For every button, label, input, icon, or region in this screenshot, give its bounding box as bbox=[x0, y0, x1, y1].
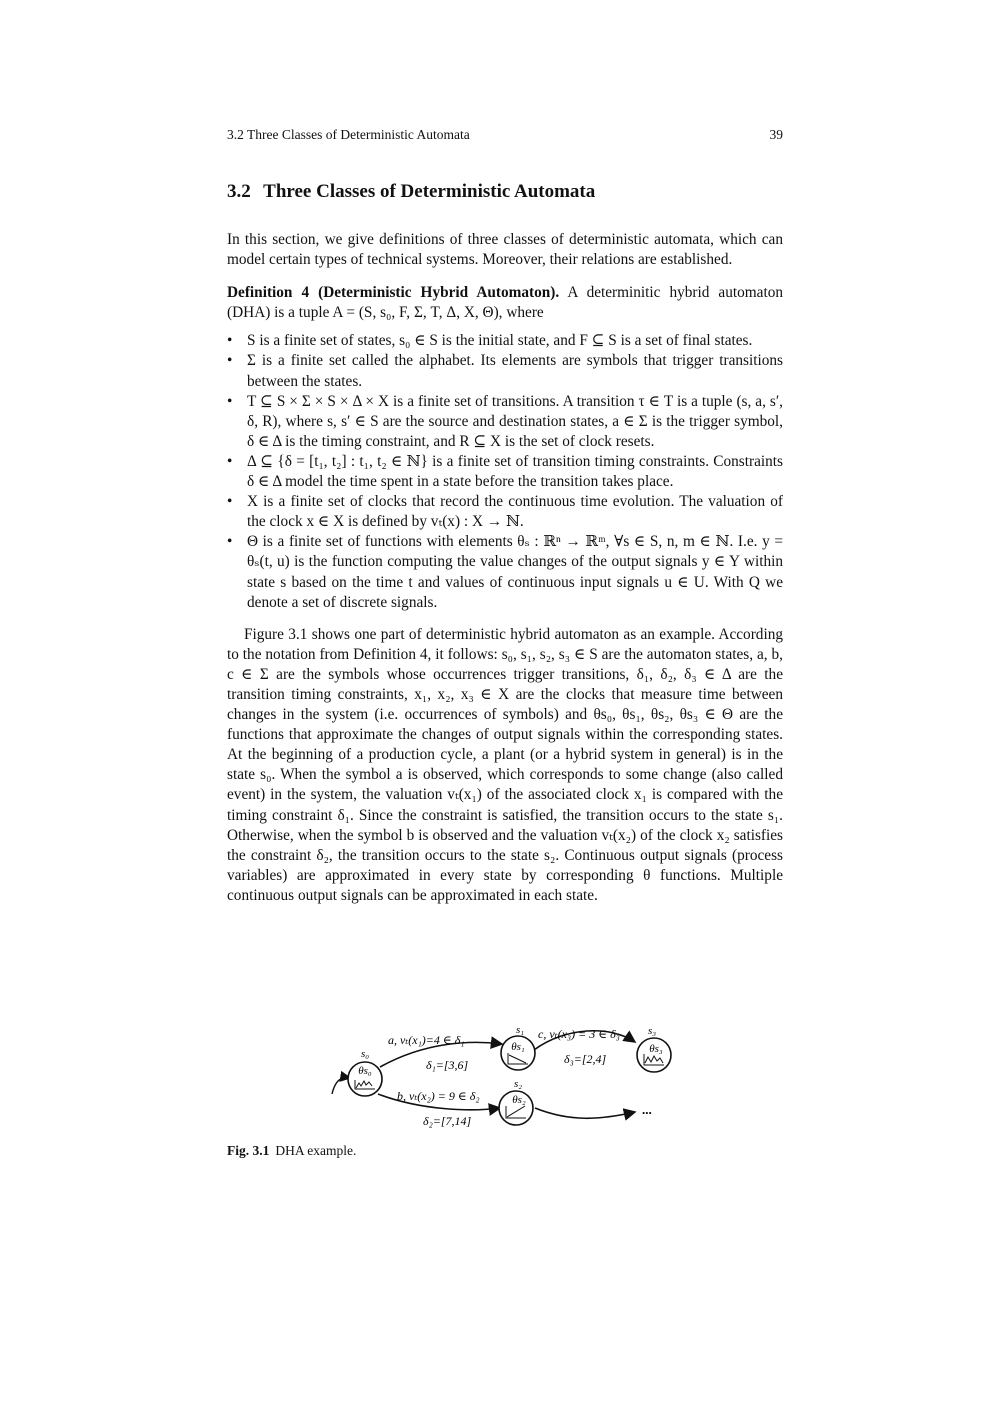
page-number: 39 bbox=[769, 127, 783, 142]
state-s0-name: s₀ bbox=[360, 1048, 370, 1060]
list-item: • S is a finite set of states, s₀ ∈ S is the initial state, and F ⊆ S is a set of final states. bbox=[227, 331, 783, 351]
state-s0 bbox=[348, 1048, 382, 1096]
state-s3-label: θs₃ bbox=[649, 1043, 663, 1055]
definition-text: A determinitic hybrid automaton (DHA) is a tuple A = (S, s₀, F, Σ, T, Δ, X, Θ), where bbox=[227, 284, 784, 322]
edge-continue bbox=[535, 1108, 635, 1118]
definition bbox=[227, 283, 783, 323]
state-s2 bbox=[499, 1078, 533, 1125]
edge-a-constraint: δ₁=[3,6] bbox=[426, 1058, 469, 1072]
list-item: • X is a finite set of clocks that record the continuous time evolution. The valuation of the clock x ∈ X is defined by vₜ(x) : X → ℕ. bbox=[227, 492, 783, 532]
list-item: • T ⊆ S × Σ × S × Δ × X is a finite set of transitions. A transition τ ∈ T is a tuple (s, a, s′, δ, R), where s, s′ ∈ S are the source and destination states, a ∈ Σ is the trigger symbol, δ ∈ Δ is the timing constraint, and R ⊆ X is the set of clock resets. bbox=[227, 392, 783, 452]
example-paragraph: Figure 3.1 shows one part of deterministic hybrid automaton as an example. According to the notation from Definition 4, it follows: s₀, s₁, s₂, s₃ ∈ S are the automaton states, a, b, c ∈ Σ are the symbols whose occurrences trigger transitions, δ₁, δ₂, δ₃ ∈ Δ are the transition timing constraints, x₁, x₂, x₃ ∈ X are the clocks that measure time between changes in the system (i.e. occurrences of symbols) and θs₀, θs₁, θs₂, θs₃ ∈ Θ are the functions that approximate the changes of output signals within the corresponding states. At the beginning of a production cycle, a plant (or a hybrid system in general) is in the state s₀. When the symbol a is observed, which corresponds to some change (also called event) in the system, the valuation vₜ(x₁) of the associated clock x₁ is compared with the timing constraint δ₁. Since the constraint is satisfied, the transition occurs to the state s₁. Otherwise, when the symbol b is observed and the valuation vₜ(x₂) of the clock x₂ satisfies the constraint δ₂, the transition occurs to the state s₂. Continuous output signals (process variables) are approximated in every state by corresponding θ functions. Multiple continuous output signals can be approximated in each state. bbox=[227, 625, 783, 904]
state-s1-name: s₁ bbox=[515, 1024, 525, 1036]
edge-b-label: b, vₜ(x₂) = 9 ∈ δ₂ bbox=[397, 1089, 480, 1103]
dha-figure bbox=[330, 1022, 675, 1132]
ellipsis: ... bbox=[642, 1102, 652, 1117]
definition-items bbox=[227, 331, 783, 612]
edge-c-label: c, vₜ(x₃) = 3 ∈ δ₃ bbox=[538, 1027, 620, 1041]
edge-b-constraint: δ₂=[7,14] bbox=[423, 1114, 472, 1128]
body-text bbox=[227, 230, 783, 906]
section-title: Three Classes of Deterministic Automata bbox=[263, 181, 596, 202]
state-s0-label: θs₀ bbox=[358, 1065, 372, 1077]
intro-paragraph: In this section, we give definitions of three classes of deterministic automata, which can model certain types of technical systems. Moreover, their relations are established. bbox=[227, 231, 783, 269]
state-s2-label: θs₂ bbox=[512, 1094, 526, 1106]
state-s3 bbox=[637, 1025, 671, 1072]
dha-diagram bbox=[330, 1022, 675, 1132]
definition-label: Definition 4 (Deterministic Hybrid Automaton). bbox=[227, 284, 560, 302]
state-s3-name: s₃ bbox=[647, 1025, 657, 1037]
edge-c-constraint: δ₃=[2,4] bbox=[564, 1052, 607, 1066]
running-title: 3.2 Three Classes of Deterministic Automata bbox=[227, 127, 470, 142]
list-item: • Δ ⊆ {δ = [t₁, t₂] : t₁, t₂ ∈ ℕ} is a finite set of transition timing constraints. Constraints δ ∈ Δ model the time spent in a state before the transition takes place. bbox=[227, 452, 783, 492]
running-header bbox=[227, 127, 783, 143]
list-item: • Θ is a finite set of functions with elements θₛ : ℝⁿ → ℝᵐ, ∀s ∈ S, n, m ∈ ℕ. I.e. y = θₛ(t, u) is the function computing the value changes of the output signals y ∈ Y within state s based on the time t and values of continuous input signals u ∈ U. With Q we denote a set of discrete signals. bbox=[227, 532, 783, 612]
state-s1 bbox=[501, 1024, 535, 1070]
section-heading bbox=[227, 181, 595, 203]
state-s1-label: θs₁ bbox=[511, 1041, 525, 1053]
caption-text: DHA example. bbox=[275, 1143, 357, 1158]
list-item: • Σ is a finite set called the alphabet. Its elements are symbols that trigger transitions between the states. bbox=[227, 351, 783, 391]
edge-a-label: a, vₜ(x₁)=4 ∈ δ₁ bbox=[388, 1033, 465, 1047]
figure-caption bbox=[227, 1143, 356, 1159]
caption-label: Fig. 3.1 bbox=[227, 1143, 270, 1158]
state-s2-name: s₂ bbox=[513, 1078, 523, 1090]
section-number: 3.2 bbox=[227, 181, 251, 202]
